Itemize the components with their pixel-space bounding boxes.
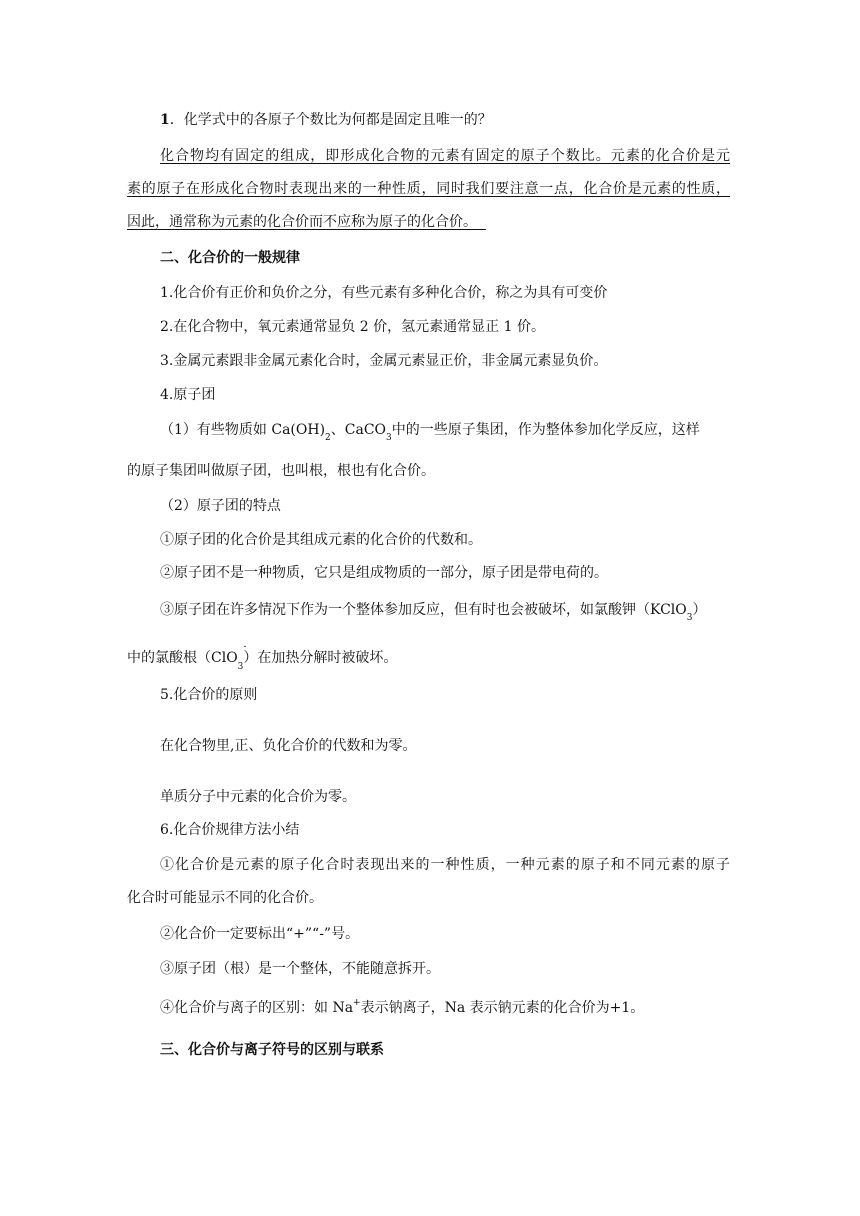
summary-1-line-1: ①化合价是元素的原子化合时表现出来的一种性质，一种元素的原子和不同元素的原子	[160, 857, 730, 873]
group-1-line-2: 的原子集团叫做原子团，也叫根，根也有化合价。	[127, 463, 435, 479]
answer-line-3: 因此，通常称为元素的化合价而不应称为原子的化合价。	[127, 214, 477, 230]
ion-charge: - $_3$	[237, 642, 247, 672]
rule-6: 6.化合价规律方法小结	[160, 822, 300, 838]
feature-3-line-2: 中的氯酸根（ClO - $_3$）在加热分解时被破坏。	[127, 648, 702, 677]
question-number: 1	[160, 112, 170, 128]
rule-3: 3.金属元素跟非金属元素化合时，金属元素显正价，非金属元素显负价。	[160, 353, 608, 369]
answer-line-2: 素的原子在形成化合物时表现出来的一种性质，同时我们要注意一点，化合价是元素的性质，	[127, 181, 730, 197]
section-heading-3: 三、化合价与离子符号的区别与联系	[160, 1042, 384, 1058]
question-1	[160, 110, 735, 130]
feature-2: ②原子团不是一种物质，它只是组成物质的一部分，原子团是带电荷的。	[160, 565, 608, 581]
principle-1: 在化合物里,正、负化合价的代数和为零。	[160, 738, 417, 754]
rule-1: 1.化合价有正价和负价之分，有些元素有多种化合价，称之为具有可变价	[160, 285, 608, 301]
section-heading-2: 二、化合价的一般规律	[160, 250, 300, 266]
group-2-title: （2）原子团的特点	[160, 498, 281, 514]
subscript: 3	[386, 433, 392, 443]
superscript: +	[353, 998, 361, 1008]
subscript: 2	[325, 433, 331, 443]
feature-3-line-1: ③原子团在许多情况下作为一个整体参加反应，但有时也会被破坏，如氯酸钾（KClO$_3$）	[160, 602, 707, 623]
answer-line-1: 化合物均有固定的组成，即形成化合物的元素有固定的原子个数比。元素的化合价是元	[160, 148, 730, 164]
group-1-line-1: （1）有些物质如 $Ca(OH)_2$、CaCO$_3$中的一些原子集团，作为整体参加化学反应，这样	[160, 422, 700, 443]
rule-5: 5.化合价的原则	[160, 687, 258, 703]
rule-2: 2.在化合物中，氧元素通常显负 2 价，氢元素通常显正 1 价。	[160, 319, 545, 335]
summary-3: ③原子团（根）是一个整体，不能随意拆开。	[160, 961, 440, 977]
summary-4: ④化合价与离子的区别：如 Na+表示钠离子，Na 表示钠元素的化合价为+1。	[160, 998, 645, 1016]
summary-2: ②化合价一定要标出“+”“-”号。	[160, 926, 360, 942]
subscript: 3	[686, 613, 693, 623]
feature-1: ①原子团的化合价是其组成元素的化合价的代数和。	[160, 532, 482, 548]
question-text: ．化学式中的各原子个数比为何都是固定且唯一的？	[169, 112, 492, 128]
rule-4: 4.原子团	[160, 387, 216, 403]
principle-2: 单质分子中元素的化合价为零。	[160, 789, 356, 805]
summary-1-line-2: 化合时可能显示不同的化合价。	[127, 890, 323, 906]
